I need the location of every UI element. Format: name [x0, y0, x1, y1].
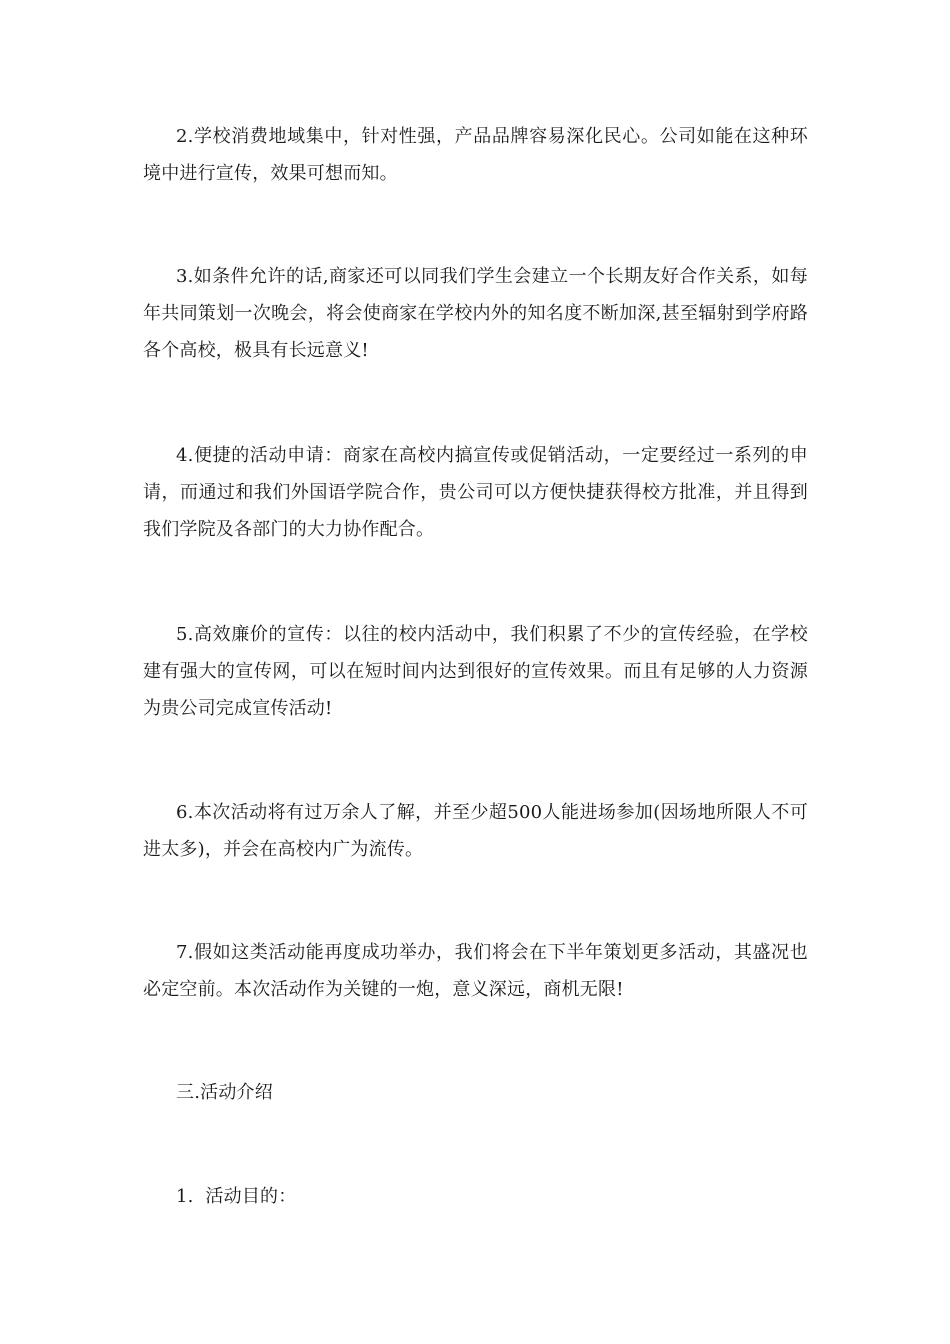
paragraph-point-5: 5.高效廉价的宣传：以往的校内活动中，我们积累了不少的宣传经验，在学校建有强大的宣传网，可以在短时间内达到很好的宣传效果。而且有足够的人力资源为贵公司完成宣传活动! [143, 624, 808, 719]
paragraph-point-6: 6.本次活动将有过万余人了解，并至少超500人能进场参加(因场地所限人不可进太多)，并会在高校内广为流传。 [143, 802, 808, 860]
paragraph-point-2: 2.学校消费地域集中，针对性强，产品品牌容易深化民心。公司如能在这种环境中进行宣传，效果可想而知。 [143, 126, 808, 184]
section-heading: 三.活动介绍 [176, 1082, 273, 1103]
paragraph-point-3: 3.如条件允许的话,商家还可以同我们学生会建立一个长期友好合作关系，如每年共同策划一次晚会，将会使商家在学校内外的知名度不断加深,甚至辐射到学府路各个高校，极具有长远意义! [143, 266, 808, 361]
paragraph-point-4: 4.便捷的活动申请：商家在高校内搞宣传或促销活动，一定要经过一系列的申请，而通过和我们外国语学院合作，贵公司可以方便快捷获得校方批准，并且得到我们学院及各部门的大力协作配合。 [143, 445, 808, 540]
paragraph-point-7: 7.假如这类活动能再度成功举办，我们将会在下半年策划更多活动，其盛况也必定空前。本次活动作为关键的一炮，意义深远，商机无限! [143, 942, 808, 1000]
subheading-activity-purpose: 1. 活动目的： [176, 1186, 297, 1207]
